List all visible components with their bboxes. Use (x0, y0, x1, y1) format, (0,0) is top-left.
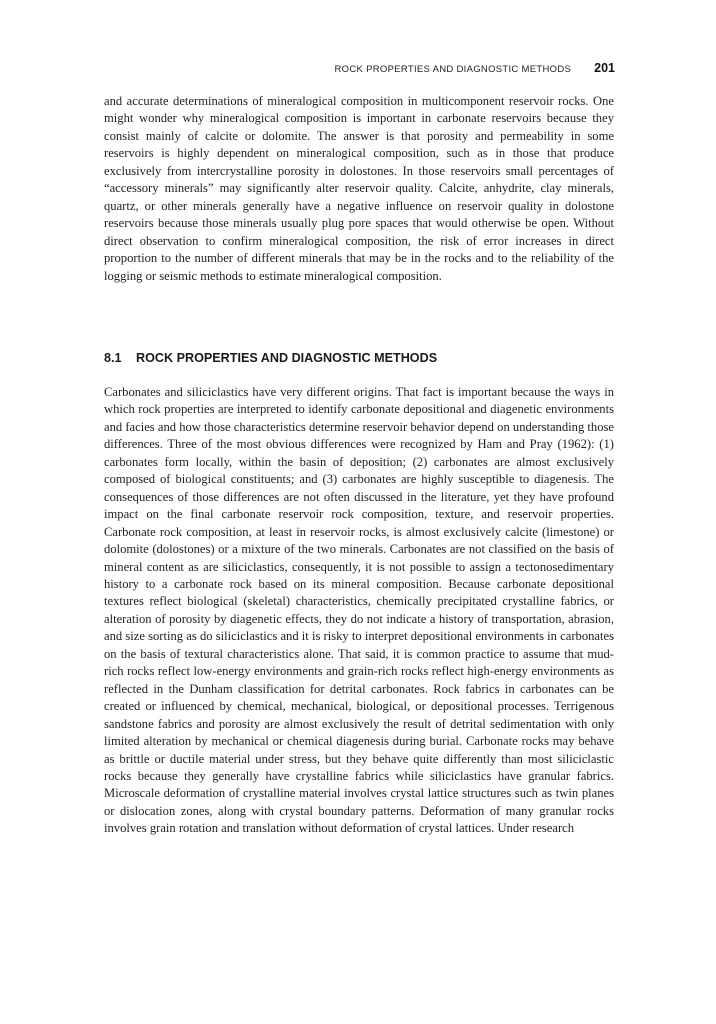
section-title: ROCK PROPERTIES AND DIAGNOSTIC METHODS (136, 351, 438, 365)
section-heading (104, 351, 437, 365)
running-head-title: ROCK PROPERTIES AND DIAGNOSTIC METHODS (334, 64, 572, 75)
intro-paragraph: and accurate determinations of mineralogical composition in multicomponent reservoir rocks. One might wonder why mineralogical composition is important in carbonate reservoirs because they consist mainly of calcite or dolomite. The answer is that porosity and permeability in some reservoirs is highly dependent on mineralogical composition, such as in those that produce exclusively from intercrystalline porosity in dolostones. In those reservoirs small percentages of “accessory minerals” may significantly alter reservoir quality. Calcite, anhydrite, clay minerals, quartz, or other minerals generally have a negative influence on reservoir quality in dolostone reservoirs because those minerals usually plug pore spaces that would otherwise be open. Without direct observation to confirm mineralogical composition, the risk of error increases in direct proportion to the number of different minerals that may be in the rocks and to the reliability of the logging or seismic methods to estimate mineralogical composition. (104, 94, 614, 283)
section-body-paragraph: Carbonates and siliciclastics have very different origins. That fact is important because the ways in which rock properties are interpreted to identify carbonate depositional and diagenetic environments and facies and how those characteristics determine reservoir behavior depend on understanding those differences. Three of the most obvious differences were recognized by Ham and Pray (1962): (1) carbonates form locally, within the basin of deposition; (2) carbonates are almost exclusively composed of biological constituents; and (3) carbonates are highly susceptible to diagenesis. The consequences of those differences are not often discussed in the literature, yet they have profound impact on the final carbonate reservoir rock composition, texture, and reservoir properties. Carbonate rock composition, at least in reservoir rocks, is almost exclusively calcite (limestone) or dolomite (dolostones) or a mixture of the two minerals. Carbonates are not classified on the basis of mineral content as are siliciclastics, consequently, it is not possible to assign a tectonosedimentary history to a carbonate rock based on its mineral composition. Because carbonate depositional textures reflect biological (skeletal) characteristics, chemically precipitated crystalline fabrics, or alteration of porosity by diagenetic effects, they do not indicate a history of transportation, abrasion, and size sorting as do siliciclastics and it is risky to interpret depositional environments in carbonates on the basis of textural characteristics alone. That said, it is common practice to assume that mud-rich rocks reflect low-energy environments and grain-rich rocks reflect high-energy environments as reflected in the Dunham classification for detrital carbonates. Rock fabrics in carbonates can be created or influenced by chemical, mechanical, biological, or depositional processes. Terrigenous sandstone fabrics and porosity are almost exclusively the result of detrital sedimentation with only limited alteration by mechanical or chemical diagenesis during burial. Carbonate rocks may behave as brittle or ductile material under stress, but they behave quite differently than most siliciclastic rocks because they generally have crystalline fabrics while siliciclastics have granular fabrics. Microscale deformation of crystalline material involves crystal lattice structures such as twin planes or dislocation zones, along with crystal boundary patterns. Deformation of many granular rocks involves grain rotation and translation without deformation of crystal lattices. Under research (104, 385, 614, 836)
running-head (335, 61, 615, 75)
page-number: 201 (594, 61, 615, 75)
section-number: 8.1 (104, 351, 122, 365)
